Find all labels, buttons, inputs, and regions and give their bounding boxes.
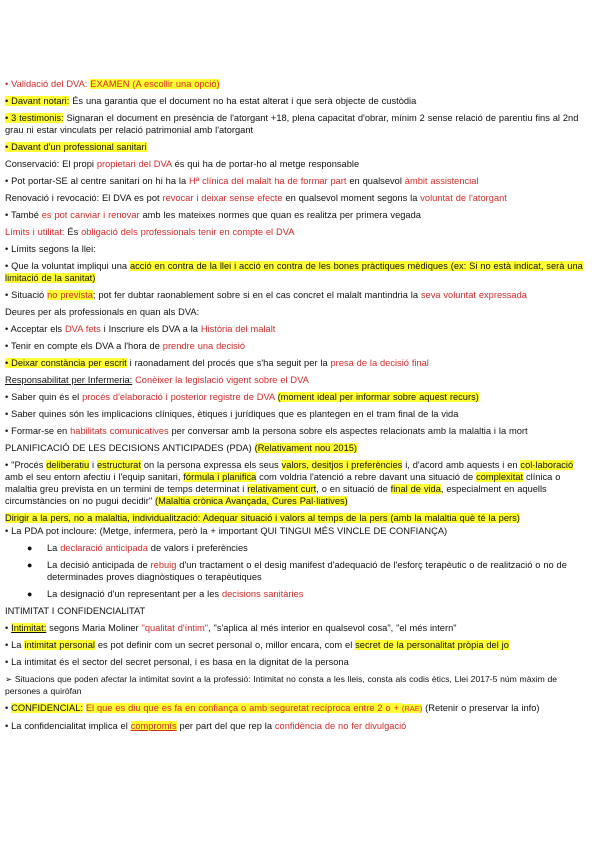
text-segment: clínica o malaltia greu prevista en un termini de temps determinat i (5, 472, 561, 494)
text-segment: • Davant notari: (5, 96, 70, 106)
text-segment: • Saber quines són les implicacions clíniques, ètiques i jurídiques que es plantegen en el tram final de la vida (5, 409, 459, 419)
text-segment: secret de la personalitat pròpia del jo (355, 640, 509, 650)
text-segment: • "Procés (5, 460, 47, 470)
text-line-l25 (5, 542, 593, 554)
text-segment: Renovació i revocació: El DVA es pot (5, 193, 163, 203)
text-line-l34 (5, 720, 593, 732)
text-segment: compromís (130, 721, 177, 731)
text-segment: on la persona expressa els seus (140, 460, 282, 470)
text-line-l21 (5, 442, 593, 454)
text-segment: rebuig (150, 560, 177, 570)
text-line-l22 (5, 459, 593, 507)
text-segment: Límits i utilitat: (5, 227, 65, 237)
text-line-l23 (5, 512, 593, 524)
text-segment: en qualsevol (346, 176, 405, 186)
text-segment: complexitat (476, 472, 524, 482)
text-segment: d'un tractament o el desig manifest d'adequació de l'esforç terapèutic o de realització o no de determinades proves diagnòstiques o terapèutiques (47, 560, 567, 582)
text-line-l20 (5, 425, 593, 437)
text-segment: com voldria l'atenció a rebre davant una situació de (256, 472, 477, 482)
text-segment: fórmula i planifica (183, 472, 257, 482)
text-segment: • Validació del DVA: (5, 79, 91, 89)
text-segment: • 3 testimonis: (5, 113, 64, 123)
text-line-l27 (5, 588, 593, 600)
text-line-l15 (5, 340, 593, 352)
text-segment: • Pot portar-SE al centre sanitari on hi ha la (5, 176, 190, 186)
text-line-l33 (5, 702, 593, 715)
text-segment: per part del que rep la (176, 721, 275, 731)
text-segment: Conservació: El propi (5, 159, 97, 169)
text-segment: deliberatiu (46, 460, 90, 470)
text-segment: final de vida (390, 484, 441, 494)
text-segment: àmbit assistencial (404, 176, 479, 186)
text-segment: presa de la decisió final (330, 358, 429, 368)
text-segment: • Saber quin és el (5, 392, 83, 402)
text-segment: • La PDA pot incloure: (Metge, infermera, però la + important QUI TINGUI MÉS VINCLE DE CONFIANÇA) (5, 526, 448, 536)
text-segment: És (64, 227, 82, 237)
text-segment: • Formar-se en (5, 426, 71, 436)
text-segment: "qualitat d'íntim" (141, 623, 209, 633)
text-segment: CONFIDENCIAL: (11, 703, 83, 713)
text-segment: INTIMITAT I CONFIDENCIALITAT (5, 606, 146, 616)
text-segment: • Límits segons la llei: (5, 244, 96, 254)
text-segment: es pot canviar i renovar (41, 210, 140, 220)
text-line-l5 (5, 158, 593, 170)
text-segment: La (47, 543, 61, 553)
text-line-l19 (5, 408, 593, 420)
text-segment: revocar i deixar sense efecte (162, 193, 283, 203)
text-line-l2 (5, 95, 593, 107)
text-segment: • Deixar constància per escrit (5, 358, 127, 368)
text-segment: i, d'acord amb aquests i en (402, 460, 521, 470)
text-segment: confidència de no fer divulgació (274, 721, 407, 731)
text-segment: Responsabilitat per Infermeria: (5, 375, 133, 385)
text-segment: Deures per als professionals en quan als DVA: (5, 307, 200, 317)
text-segment: PLANIFICACIÓ DE LES DECISIONS ANTICIPADES (PDA) (5, 443, 255, 453)
text-segment: i raonadament del procés que s'ha seguit per la (126, 358, 331, 368)
text-segment: • Situació (5, 290, 48, 300)
text-segment: Hª clínica del malalt ha de formar part (189, 176, 347, 186)
text-segment: habilitats comunicatives (70, 426, 169, 436)
text-line-l30 (5, 639, 593, 651)
text-segment: • La (5, 640, 25, 650)
text-line-l7 (5, 192, 593, 204)
text-segment: • Que la voluntat impliqui una (5, 261, 130, 271)
text-line-l18 (5, 391, 593, 403)
text-segment: amb les mateixes normes que quan es realitza per primera vegada (139, 210, 421, 220)
bullet-icon: ● (27, 560, 33, 570)
text-segment: acció en contra de les bones pràctiques mèdiques (ex: Si no està indicat, serà una limitació de la sanitat) (5, 261, 583, 283)
text-segment: voluntat de l'atorgant (420, 193, 507, 203)
text-segment: i (89, 460, 98, 470)
text-segment: (moment ideal per informar sobre aquest recurs) (277, 392, 479, 402)
text-segment: procés d'elaboració i posterior registre de DVA (82, 392, 275, 402)
text-segment: (Retenir o preservar la info) (422, 703, 540, 713)
text-segment: es pot definir com un secret personal o, millor encara, com el (94, 640, 356, 650)
text-segment: obligació dels professionals tenir en compte el DVA (81, 227, 295, 237)
text-line-l4 (5, 141, 593, 153)
text-segment: no prevista (47, 290, 93, 300)
text-segment: , especialment en aquells circumstàncies on no pugui decidir" (5, 484, 547, 506)
text-segment: segons Maria Moliner (46, 623, 142, 633)
text-segment: acció en contra de la llei (129, 261, 232, 271)
text-segment: • La confidencialitat implica el (5, 721, 131, 731)
text-segment: per conversar amb la persona sobre els aspectes relacionats amb la malaltia i la mort (168, 426, 528, 436)
text-segment: Dirigir a la pers, no a malaltia, individualització: Adequar situació i valors al temps de la pers (amb la malaltia què té la pers) (5, 513, 520, 523)
text-segment: ; pot fer dubtar raonablement sobre si en el cas concret el malalt mantindria la (92, 290, 421, 300)
text-segment: És una garantia que el document no ha estat alterat i que serà objecte de custòdia (69, 96, 417, 106)
text-segment: en qualsevol moment segons la (282, 193, 421, 203)
text-segment: Conèixer la legislació vigent sobre el DVA (135, 375, 309, 385)
text-line-l6 (5, 175, 593, 187)
text-line-l1 (5, 78, 593, 90)
text-line-l26 (5, 559, 593, 583)
text-line-l10 (5, 243, 593, 255)
text-line-l16 (5, 357, 593, 369)
text-segment: valors, desitjos i preferències (281, 460, 403, 470)
text-segment: relativament curt (247, 484, 317, 494)
text-segment: de valors i preferències (147, 543, 248, 553)
text-segment: DVA fets (64, 324, 101, 334)
text-line-l29 (5, 622, 593, 634)
text-line-l14 (5, 323, 593, 335)
text-line-l24 (5, 525, 593, 537)
text-segment: ➢ Situacions que poden afectar la intimitat sovint a la professió: Intimitat no consta a les lleis, consta als codis ètics, Llei 2017-5 núm màxim de persones a quiròfan (5, 674, 558, 696)
text-segment: La decisió anticipada de (47, 560, 151, 570)
text-segment: propietari del DVA (96, 159, 172, 169)
text-segment: La designació d'un representant per a les (47, 589, 222, 599)
text-segment: amb el seu entorn afectiu i l'equip sanitari, (5, 472, 184, 482)
text-segment: • (5, 703, 12, 713)
text-segment: EXAMEN (A escollir una opció) (90, 79, 220, 89)
text-segment: i Inscriure els DVA a la (100, 324, 201, 334)
text-segment: seva voluntat expressada (420, 290, 527, 300)
text-segment: • La intimitat és el sector del secret personal, i es basa en la dignitat de la persona (5, 657, 349, 667)
text-segment: prendre una decisió (162, 341, 246, 351)
text-segment: El que es diu que es fa en confiança o amb seguretat recíproca entre 2 o + (85, 703, 402, 713)
text-segment: decisions sanitàries (221, 589, 304, 599)
document-page (5, 0, 593, 732)
bullet-icon: ● (27, 589, 33, 599)
text-line-l3 (5, 112, 593, 136)
text-segment: , o en situació de (316, 484, 391, 494)
text-line-l31 (5, 656, 593, 668)
text-segment: (Relativament nou 2015) (254, 443, 358, 453)
text-segment: • Acceptar els (5, 324, 65, 334)
text-line-l17 (5, 374, 593, 386)
text-segment: Signaran el document en presència de l'atorgant +18, plena capacitat d'obrar, mínim 2 sense relació de parentiu fins al 2nd grau ni estar vinculats per relació patrimonial amb l'atorgant (5, 113, 579, 135)
text-line-l8 (5, 209, 593, 221)
text-segment: • També (5, 210, 42, 220)
text-segment: i (231, 261, 240, 271)
text-segment: és qui ha de portar-ho al metge responsable (171, 159, 360, 169)
text-segment: estructurat (97, 460, 141, 470)
text-segment: Intimitat: (11, 623, 47, 633)
text-line-l32 (5, 673, 593, 697)
text-line-l12 (5, 289, 593, 301)
text-line-l11 (5, 260, 593, 284)
text-line-l13 (5, 306, 593, 318)
text-segment: intimitat personal (24, 640, 95, 650)
text-segment: • (5, 623, 12, 633)
text-segment: , "s'aplica al més interior en qualsevol cosa", "el més intern" (208, 623, 457, 633)
text-segment: • Davant d'un professional sanitari (5, 142, 147, 152)
text-line-l28 (5, 605, 593, 617)
bullet-icon: ● (27, 543, 33, 553)
text-segment: (RAE) (401, 704, 423, 713)
text-segment: (Malaltia crònica Avançada, Cures Pal·liatives) (155, 496, 348, 506)
text-segment: • Tenir en compte els DVA a l'hora de (5, 341, 163, 351)
text-segment: Història del malalt (200, 324, 276, 334)
text-segment: col·laboració (520, 460, 574, 470)
text-segment: declaració anticipada (60, 543, 148, 553)
text-line-l9 (5, 226, 593, 238)
